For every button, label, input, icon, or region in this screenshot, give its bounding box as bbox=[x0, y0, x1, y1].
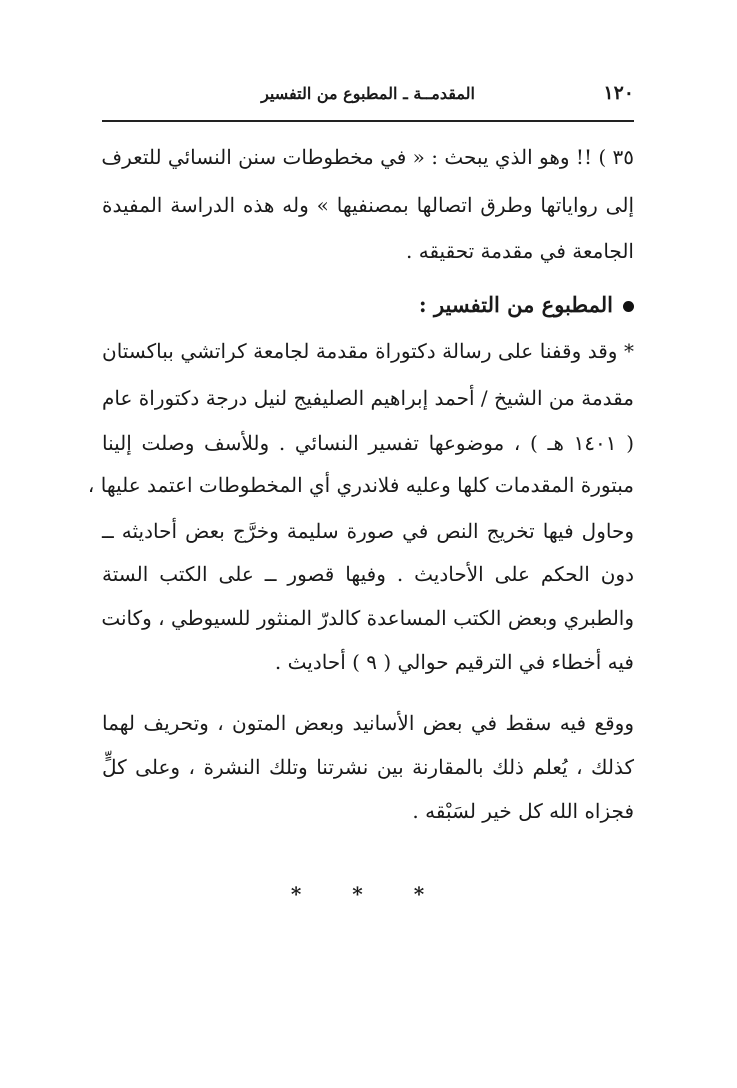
paragraph-2-line-5: وحاول فيها تخريج النص في صورة سليمة وخرَّج بعض أحاديثه ــ bbox=[102, 519, 634, 543]
paragraph-2-line-7: والطبري وبعض الكتب المساعدة كالدرّ المنثور للسيوطي ، وكانت bbox=[101, 606, 634, 630]
bullet-icon bbox=[623, 301, 634, 312]
paragraph-1-line-2: إلى رواياتها وطرق اتصالها بمصنفيها » وله هذه الدراسة المفيدة bbox=[102, 193, 635, 217]
paragraph-2-line-6: دون الحكم على الأحاديث . وفيها قصور ــ على الكتب الستة bbox=[102, 562, 634, 586]
section-heading-text: المطبوع من التفسير : bbox=[418, 292, 613, 317]
paragraph-3-line-2: كذلك ، يُعلم ذلك بالمقارنة بين نشرتنا وتلك النشرة ، وعلى كلٍّ bbox=[102, 755, 634, 779]
paragraph-2-line-8: فيه أخطاء في الترقيم حوالي ( ٩ ) أحاديث . bbox=[274, 650, 634, 674]
running-title: المقدمــة ـ المطبوع من التفسير bbox=[261, 84, 475, 103]
page-number: ١٢٠ bbox=[603, 82, 634, 104]
paragraph-3-line-1: ووقع فيه سقط في بعض الأسانيد وبعض المتون ، وتحريف لهما bbox=[102, 711, 635, 735]
paragraph-3-line-3: فجزاه الله كل خير لسَبْقه . bbox=[412, 799, 634, 823]
section-separator: * * * bbox=[290, 882, 447, 906]
paragraph-2-line-2: مقدمة من الشيخ / أحمد إبراهيم الصليفيج لنيل درجة دكتوراة عام bbox=[102, 386, 634, 410]
paragraph-2-line-3: ( ١٤٠١ هـ ) ، موضوعها تفسير النسائي . وللأسف وصلت إلينا bbox=[102, 431, 634, 455]
paragraph-2-line-4: مبتورة المقدمات كلها وعليه فلاندري أي المخطوطات اعتمد عليها ، bbox=[87, 473, 634, 497]
page-header bbox=[102, 82, 634, 112]
paragraph-1-line-3: الجامعة في مقدمة تحقيقه . bbox=[406, 239, 634, 263]
paragraph-2-line-1: * وقد وقفنا على رسالة دكتوراة مقدمة لجامعة كراتشي بباكستان bbox=[102, 339, 634, 363]
header-rule bbox=[102, 120, 634, 122]
section-heading bbox=[419, 290, 634, 320]
paragraph-1-line-1: ٣٥ ) !! وهو الذي يبحث : « في مخطوطات سنن النسائي للتعرف bbox=[101, 145, 634, 169]
